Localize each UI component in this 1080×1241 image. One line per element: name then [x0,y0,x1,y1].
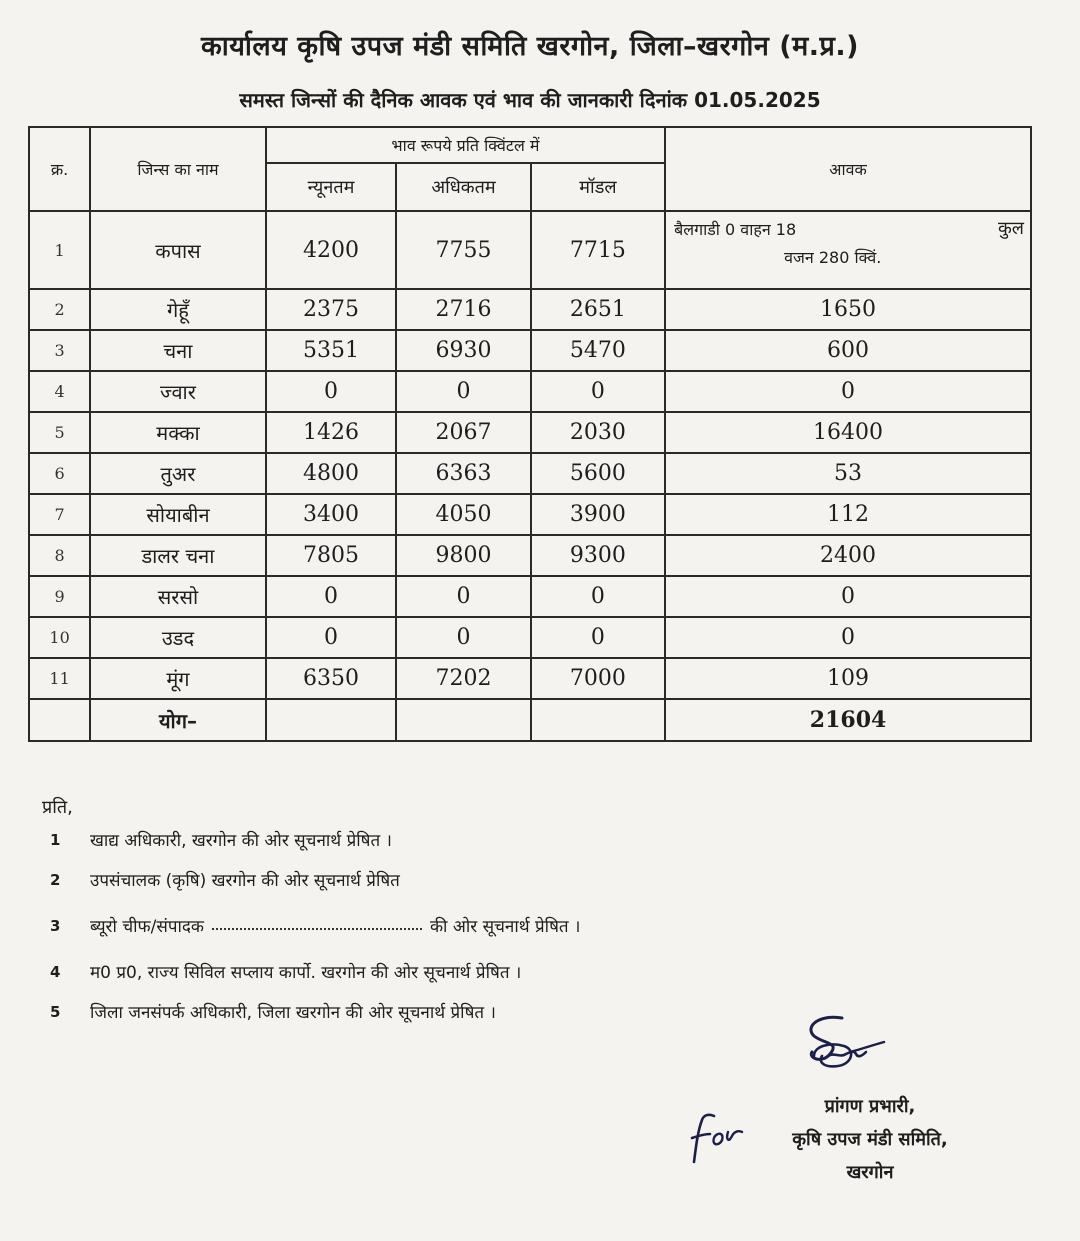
row-min-price: 5351 [266,330,396,371]
row-min-price: 3400 [266,494,396,535]
total-label: योग– [90,699,266,741]
header-modal: मॉडल [531,163,665,211]
row-min-price: 0 [266,617,396,658]
row-modal-price: 3900 [531,494,665,535]
row-modal-price: 5600 [531,453,665,494]
row-min-price: 4200 [266,211,396,289]
row-max-price: 6363 [396,453,531,494]
row-arrival: 2400 [665,535,1031,576]
distribution-heading: प्रति, [42,797,73,818]
row-sno: 5 [29,412,90,453]
blank-dotted-line [212,928,422,930]
distribution-item-text: जिला जनसंपर्क अधिकारी, जिला खरगोन की ओर सूचनार्थ प्रेषित । [90,1003,496,1023]
row-max-price: 2067 [396,412,531,453]
distribution-item-text: उपसंचालक (कृषि) खरगोन की ओर सूचनार्थ प्रेषित [90,871,400,891]
distribution-item-text-after: की ओर सूचनार्थ प्रेषित । [429,917,581,937]
row-min-price: 7805 [266,535,396,576]
row-sno: 6 [29,453,90,494]
table-row [29,658,1031,699]
arrival-total-label: कुल [997,218,1024,239]
distribution-item-number: 4 [50,963,61,981]
table-row [29,412,1031,453]
distribution-item-text-before: ब्यूरो चीफ/संपादक [90,917,204,937]
arrival-weight: वजन 280 क्विं. [784,248,882,267]
total-sno-cell [29,699,90,741]
row-modal-price: 9300 [531,535,665,576]
row-min-price: 6350 [266,658,396,699]
row-sno: 1 [29,211,90,289]
row-modal-price: 2651 [531,289,665,330]
row-sno: 7 [29,494,90,535]
row-modal-price: 0 [531,617,665,658]
signatory-block [740,1090,1000,1189]
total-empty-cell [531,699,665,741]
row-max-price: 6930 [396,330,531,371]
row-min-price: 0 [266,576,396,617]
row-sno: 4 [29,371,90,412]
header-arrival: आवक [665,127,1031,211]
officer-signature-icon [800,1012,890,1084]
signatory-office: कृषि उपज मंडी समिति, [792,1129,948,1150]
row-min-price: 0 [266,371,396,412]
row-modal-price: 0 [531,576,665,617]
distribution-item-text: म0 प्र0, राज्य सिविल सप्लाय कार्पो. खरगोन की ओर सूचनार्थ प्रेषित । [90,963,522,983]
row-sno: 2 [29,289,90,330]
table-row [29,371,1031,412]
row-arrival: 1650 [665,289,1031,330]
row-max-price: 7755 [396,211,531,289]
row-modal-price: 2030 [531,412,665,453]
row-commodity: सोयाबीन [90,494,266,535]
row-arrival: 109 [665,658,1031,699]
row-modal-price: 7000 [531,658,665,699]
distribution-item-number: 1 [50,831,61,849]
header-price-group: भाव रूपये प्रति क्विंटल में [266,127,665,163]
office-title: कार्यालय कृषि उपज मंडी समिति खरगोन, जिला–खरगोन (म.प्र.) [201,31,859,62]
table-row [29,576,1031,617]
total-arrival-value: 21604 [665,699,1031,741]
row-commodity: गेहूँ [90,289,266,330]
row-max-price: 0 [396,576,531,617]
row-max-price: 0 [396,617,531,658]
row-arrival: 0 [665,371,1031,412]
row-max-price: 7202 [396,658,531,699]
row-sno: 9 [29,576,90,617]
row-max-price: 4050 [396,494,531,535]
row-commodity: मूंग [90,658,266,699]
total-empty-cell [396,699,531,741]
row-modal-price: 0 [531,371,665,412]
row-modal-price: 7715 [531,211,665,289]
row-sno: 3 [29,330,90,371]
table-row [29,453,1031,494]
header-min: न्यूनतम [266,163,396,211]
row-arrival: 0 [665,576,1031,617]
distribution-item-number: 2 [50,871,61,889]
table-row [29,211,1031,289]
row-sno: 8 [29,535,90,576]
distribution-item-text [90,914,580,937]
row-sno: 10 [29,617,90,658]
table-total-row [29,699,1031,741]
header-sno: क्र. [29,127,90,211]
table-header-row [29,127,1031,163]
row-commodity: सरसो [90,576,266,617]
total-empty-cell [266,699,396,741]
row-commodity: उडद [90,617,266,658]
signatory-place: खरगोन [846,1162,894,1183]
row-max-price: 9800 [396,535,531,576]
row-min-price: 2375 [266,289,396,330]
row-arrival: 53 [665,453,1031,494]
row-commodity: कपास [90,211,266,289]
header-commodity-name: जिन्स का नाम [90,127,266,211]
row-arrival: 16400 [665,412,1031,453]
row-max-price: 2716 [396,289,531,330]
table-row [29,535,1031,576]
header-max: अधिकतम [396,163,531,211]
row-commodity: मक्का [90,412,266,453]
row-sno: 11 [29,658,90,699]
price-arrival-table [28,126,1032,742]
row-arrival: 600 [665,330,1031,371]
arrival-vehicles: बैलगाडी 0 वाहन 18 [674,220,797,239]
row-arrival: 112 [665,494,1031,535]
table-row [29,617,1031,658]
distribution-item-number: 5 [50,1003,61,1021]
row-commodity: चना [90,330,266,371]
table-row [29,494,1031,535]
row-commodity: तुअर [90,453,266,494]
row-max-price: 0 [396,371,531,412]
distribution-item-number: 3 [50,917,61,935]
signatory-designation: प्रांगण प्रभारी, [824,1096,916,1117]
table-row [29,330,1031,371]
row-commodity: डालर चना [90,535,266,576]
distribution-item-text: खाद्य अधिकारी, खरगोन की ओर सूचनार्थ प्रेषित । [90,831,393,851]
row-arrival [665,211,1031,289]
row-arrival: 0 [665,617,1031,658]
for-initial-signature-icon [684,1106,746,1168]
row-min-price: 1426 [266,412,396,453]
row-commodity: ज्वार [90,371,266,412]
table-row [29,289,1031,330]
row-min-price: 4800 [266,453,396,494]
row-modal-price: 5470 [531,330,665,371]
report-subtitle: समस्त जिन्सों की दैनिक आवक एवं भाव की जानकारी दिनांक 01.05.2025 [239,88,821,112]
